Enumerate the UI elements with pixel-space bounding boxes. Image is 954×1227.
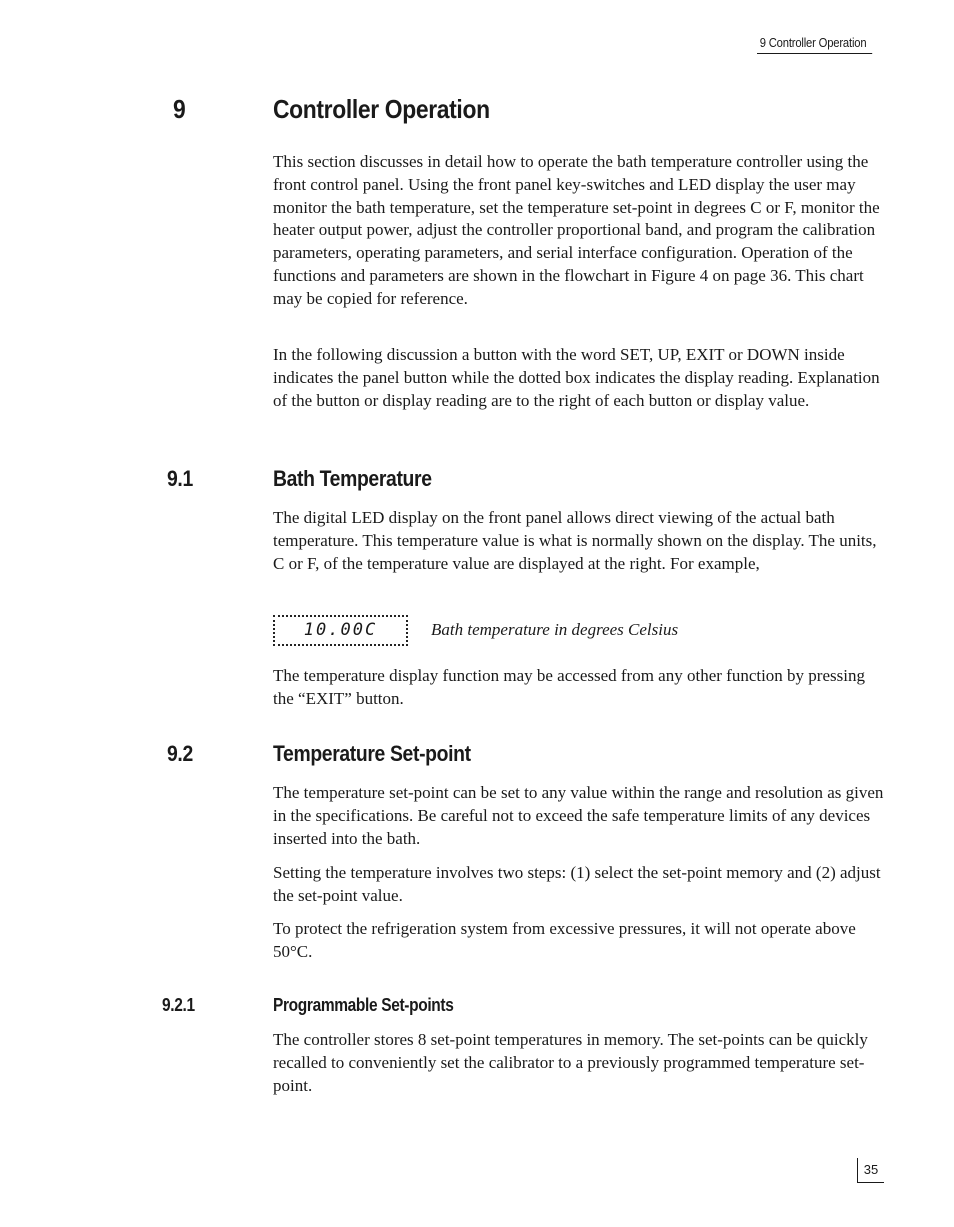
subsection-title: Bath Temperature	[273, 466, 432, 491]
paragraph: Setting the temperature involves two steps: (1) select the set-point memory and (2) adjust the set-point value.	[273, 863, 881, 905]
section-title: Controller Operation	[273, 94, 490, 124]
led-display-reading: 10.00C	[273, 615, 408, 646]
display-caption: Bath temperature in degrees Celsius	[431, 620, 679, 639]
subsection-number: 9.1	[167, 466, 193, 491]
paragraph: The temperature set-point can be set to any value within the range and resolution as given in the specifications. Be careful not to exceed the safe temperature limits of any devices inserted into the bath.	[273, 783, 884, 848]
paragraph: The controller stores 8 set-point temperatures in memory. The set-points can be quickly recalled to conveniently set the calibrator to a previously programmed temperature set-point.	[273, 1030, 868, 1095]
subsection-title: Temperature Set-point	[273, 741, 471, 766]
paragraph: To protect the refrigeration system from excessive pressures, it will not operate above 50°C.	[273, 919, 856, 961]
subsubsection-title: Programmable Set-points	[273, 995, 454, 1015]
section-number: 9	[173, 94, 186, 124]
subsection-number: 9.2	[167, 741, 193, 766]
running-header: 9 Controller Operation	[757, 33, 872, 54]
subsubsection-number: 9.2.1	[162, 995, 195, 1015]
paragraph: The digital LED display on the front panel allows direct viewing of the actual bath temperature. This temperature value is what is normally shown on the display. The units, C or F, of the temperature value are displayed at the right. For example,	[273, 508, 877, 573]
paragraph: This section discusses in detail how to operate the bath temperature controller using the front control panel. Using the front panel key-switches and LED display the user may monitor the bath temperature, set the temperature set-point in degrees C or F, monitor the heater output power, adjust the controller proportional band, and program the calibration parameters, operating parameters, and serial interface configuration. Operation of the functions and parameters are shown in the flowchart in Figure 4 on page 36. This chart may be copied for reference.	[273, 152, 880, 308]
paragraph: The temperature display function may be accessed from any other function by pressing the “EXIT” button.	[273, 666, 865, 708]
page-number: 35	[857, 1158, 884, 1183]
paragraph: In the following discussion a button with the word SET, UP, EXIT or DOWN inside indicates the panel button while the dotted box indicates the display reading. Explanation of the button or display reading are to the right of each button or display value.	[273, 345, 880, 410]
